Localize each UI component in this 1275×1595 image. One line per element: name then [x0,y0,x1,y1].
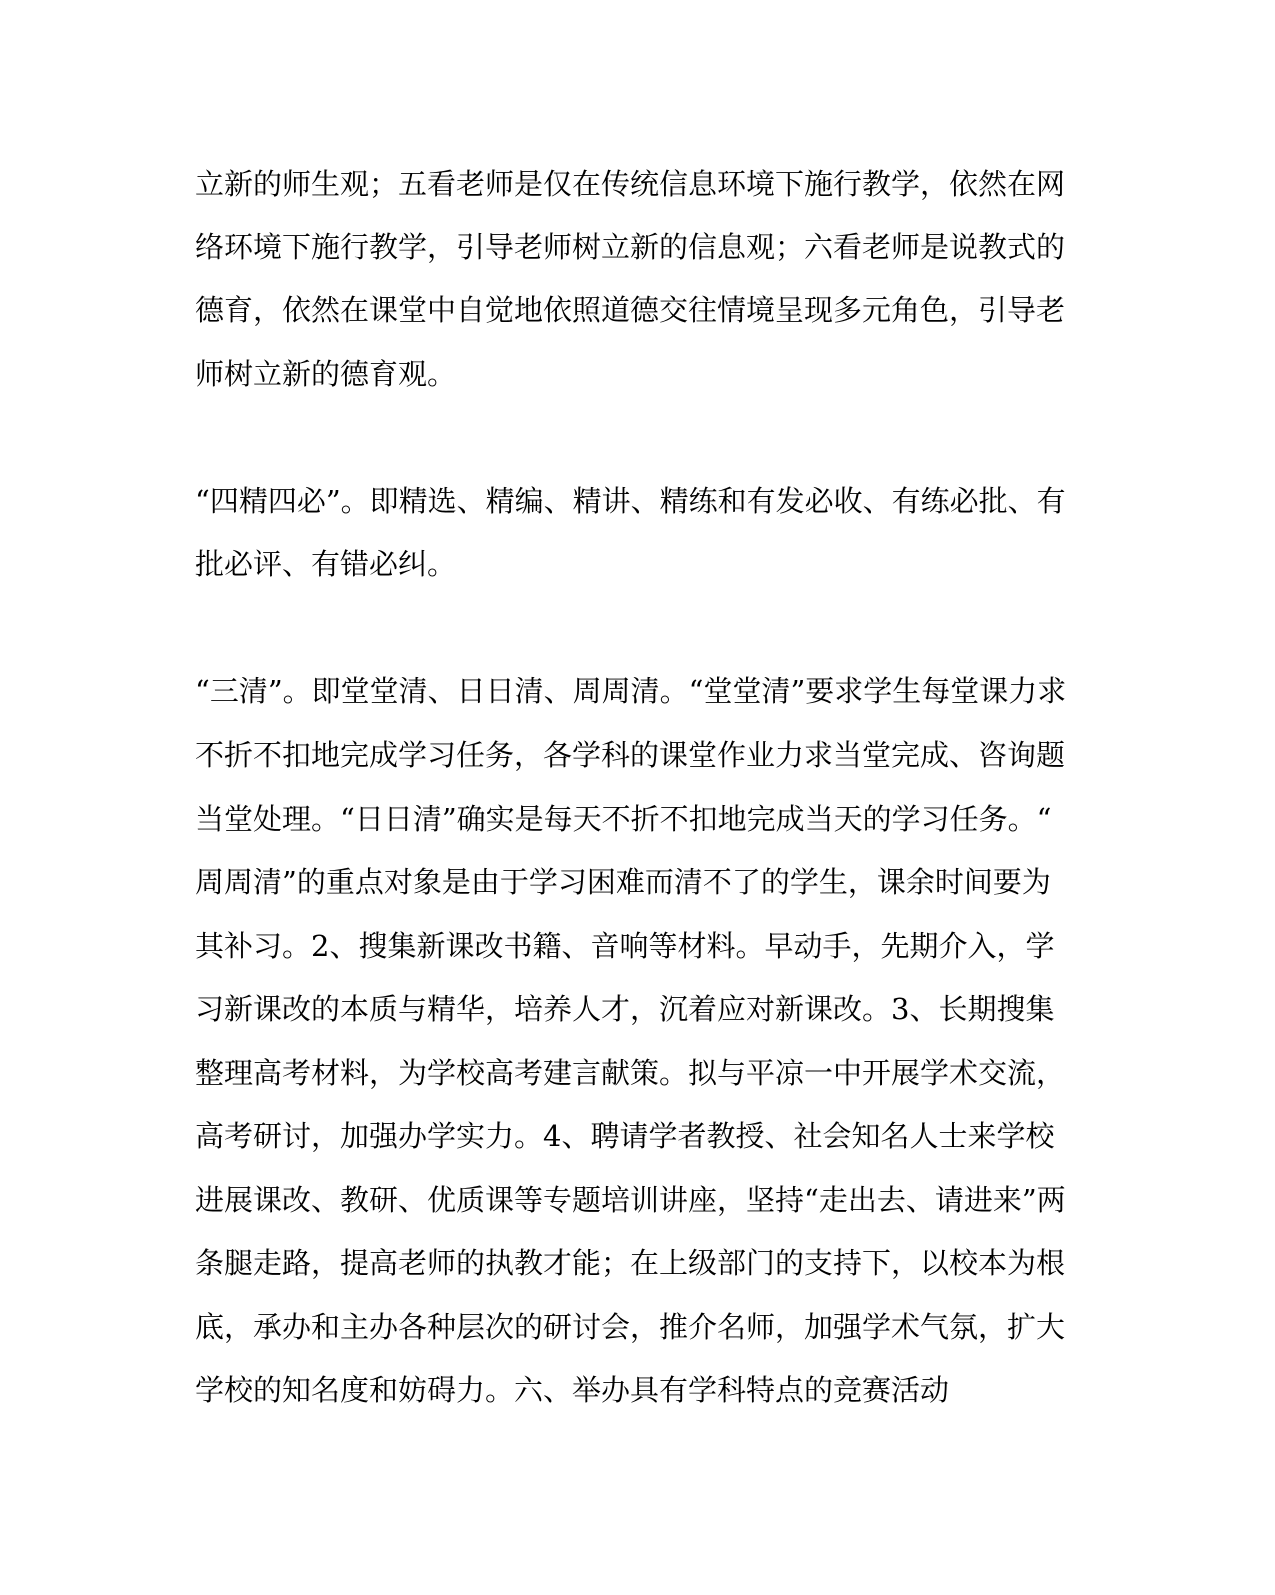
text-line: 批必评、有错必纠。 [195,547,457,581]
text-line: “四精四必”。即精选、精编、精讲、精练和有发必收、有练必批、有 [195,484,1066,518]
text-line: 底，承办和主办各种层次的研讨会，推介名师，加强学术气氛，扩大 [195,1310,1066,1344]
text-line: 络环境下施行教学，引导老师树立新的信息观；六看老师是说教式的 [195,230,1066,264]
text-line: 高考研讨，加强办学实力。4、聘请学者教授、社会知名人士来学校 [195,1119,1055,1153]
text-line: 其补习。2、搜集新课改书籍、音响等材料。早动手，先期介入，学 [195,929,1055,963]
text-line: 整理高考材料，为学校高考建言献策。拟与平凉一中开展学术交流， [195,1056,1066,1090]
text-line: 师树立新的德育观。 [195,357,457,391]
text-line: 周周清”的重点对象是由于学习困难而清不了的学生，课余时间要为 [195,865,1051,899]
text-line: 学校的知名度和妨碍力。六、举办具有学科特点的竞赛活动 [195,1373,950,1407]
text-line: 不折不扣地完成学习任务，各学科的课堂作业力求当堂完成、咨询题 [195,738,1066,772]
text-line: 进展课改、教研、优质课等专题培训讲座，坚持“走出去、请进来”两 [195,1183,1066,1217]
text-line: 当堂处理。“日日清”确实是每天不折不扣地完成当天的学习任务。“ [195,802,1052,836]
text-line: 条腿走路，提高老师的执教才能；在上级部门的支持下，以校本为根 [195,1246,1066,1280]
text-line: 立新的师生观；五看老师是仅在传统信息环境下施行教学，依然在网 [195,167,1066,201]
text-line: 习新课改的本质与精华，培养人才，沉着应对新课改。3、长期搜集 [195,992,1055,1026]
text-line: 德育，依然在课堂中自觉地依照道德交往情境呈现多元角色，引导老 [195,293,1066,327]
text-line: “三清”。即堂堂清、日日清、周周清。“堂堂清”要求学生每堂课力求 [195,674,1067,708]
